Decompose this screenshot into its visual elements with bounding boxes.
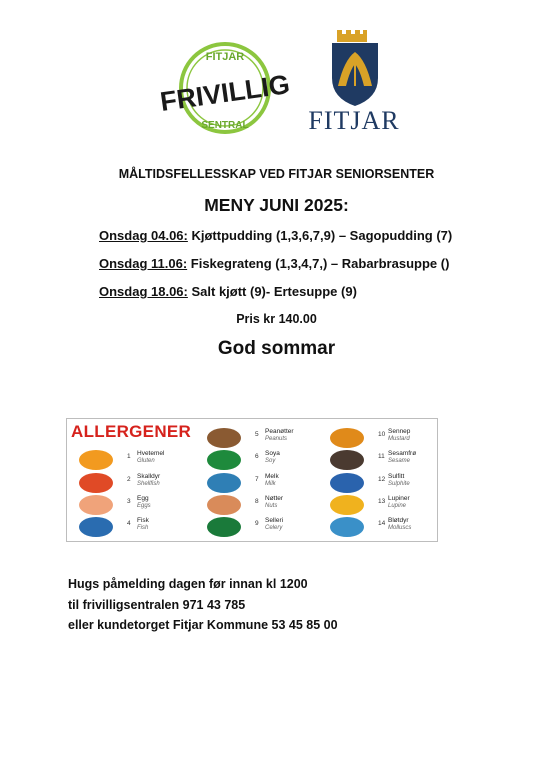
allergen-name: Lupiner [388,495,410,502]
allergen-number: 4 [127,520,131,527]
allergen-name: Hvetemel [137,450,165,457]
page-heading: MÅLTIDSFELLESSKAP VED FITJAR SENIORSENTER [118,167,435,181]
allergen-number: 13 [378,498,386,505]
menu-day: Onsdag 18.06: [99,284,188,299]
allergen-number: 12 [378,476,386,483]
allergen-name: Peanøtter [265,428,294,435]
allergen-english-name: Fish [137,525,149,531]
allergen-name: Skalldyr [137,473,161,480]
menu-title: MENY JUNI 2025: [204,195,349,215]
allergen-english-name: Mustard [388,436,410,442]
allergen-number: 9 [255,520,259,527]
footer-line: Hugs påmelding dagen før innan kl 1200 [68,577,308,591]
menu-day: Onsdag 11.06: [99,256,188,271]
allergen-english-name: Shellfish [137,481,160,487]
allergen-icon [79,495,113,515]
logo-bottom-text: SENTRAL [201,120,249,131]
allergen-english-name: Lupine [388,503,407,509]
allergen-english-name: Soy [265,458,276,464]
allergen-table [66,418,438,542]
logo-top-text: FITJAR [205,51,245,63]
allergen-number: 1 [127,453,131,460]
allergen-english-name: Eggs [137,503,151,509]
allergen-icon [207,428,241,448]
allergen-icon [330,517,364,537]
allergen-name: Fisk [137,517,149,524]
allergen-icon [330,495,364,515]
allergen-english-name: Peanuts [265,436,288,442]
allergen-icon [207,517,241,537]
allergen-icon [207,473,241,493]
allergen-number: 11 [378,453,385,460]
allergen-english-name: Milk [265,481,276,487]
allergen-name: Melk [265,473,279,480]
price: Pris kr 140.00 [236,312,317,326]
allergen-english-name: Sesame [388,458,411,464]
frivillig-sentral-logo [145,38,305,138]
allergen-name: Soya [265,450,280,457]
allergen-number: 2 [127,476,131,483]
allergen-number: 5 [255,431,259,438]
menu-dishes: Salt kjøtt (9)- Ertesuppe (9) [187,284,357,299]
allergen-name: Egg [137,495,149,502]
allergen-icon [330,473,364,493]
allergen-icon [79,450,113,470]
farewell-text: God sommar [217,338,336,359]
allergen-icon [330,450,364,470]
allergen-icon [79,473,113,493]
allergen-number: 8 [255,498,259,505]
allergen-title: ALLERGENER [71,422,192,441]
allergen-number: 3 [127,498,131,505]
menu-day: Onsdag 04.06: [99,228,188,243]
allergen-icon [330,428,364,448]
allergen-english-name: Sulphite [388,481,410,487]
allergen-icon [207,495,241,515]
logo-main-text: FRIVILLIG [158,69,292,117]
allergen-name: Sennep [388,428,411,435]
allergen-name: Bløtdyr [388,517,409,524]
allergen-name: Selleri [265,517,284,524]
allergen-number: 6 [255,453,259,460]
footer-line: til frivilligsentralen 971 43 785 [68,598,246,612]
allergen-number: 10 [378,431,386,438]
footer-line: eller kundetorget Fitjar Kommune 53 45 85 00 [68,618,338,632]
menu-dishes: Kjøttpudding (1,3,6,7,9) – Sagopudding (7) [187,228,453,243]
allergen-name: Sulfitt [388,473,405,480]
menu-line [99,284,357,299]
menu-dishes: Fiskegrateng (1,3,4,7,) – Rabarbrasuppe () [187,256,450,271]
menu-line [99,228,452,243]
allergen-name: Nøtter [265,495,284,502]
menu-line [99,256,449,271]
allergen-english-name: Molluscs [388,525,412,531]
fitjar-wordmark: FITJAR [308,106,400,135]
allergen-icon [79,517,113,537]
allergen-icon [207,450,241,470]
allergen-name: Sesamfrø [388,450,417,457]
allergen-number: 14 [378,520,386,527]
allergen-english-name: Nuts [265,503,278,509]
allergen-number: 7 [255,476,259,483]
allergen-english-name: Gluten [137,458,155,464]
allergen-english-name: Celery [265,525,283,531]
